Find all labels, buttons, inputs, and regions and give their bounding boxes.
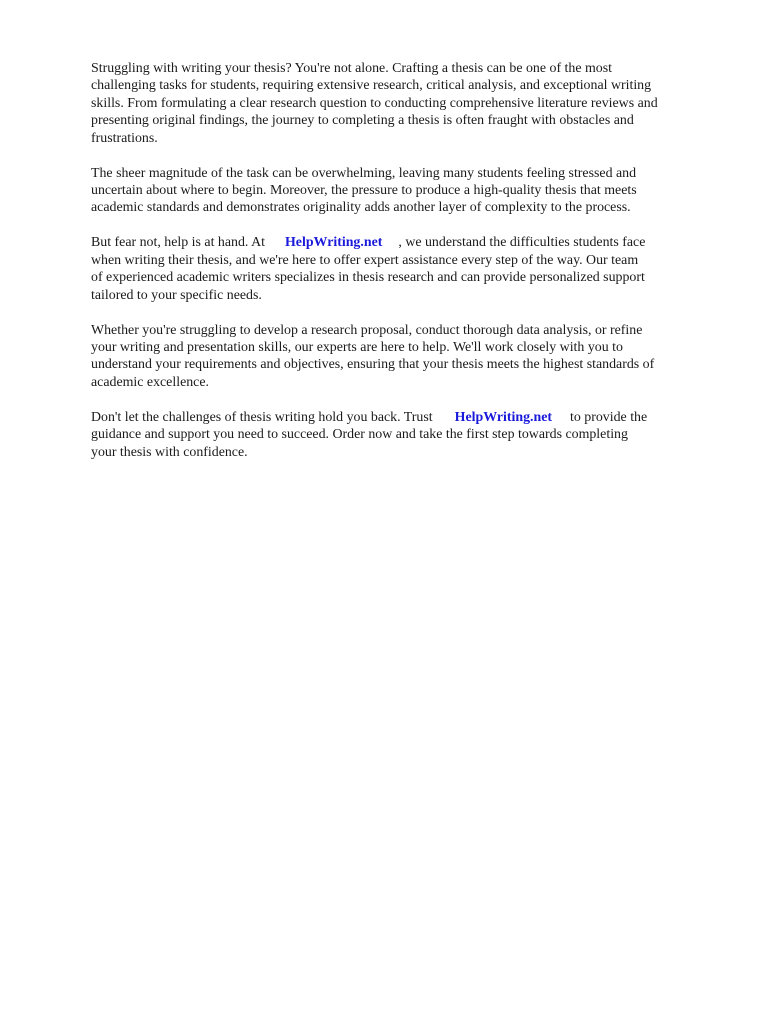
text-segment: , we understand the difficulties students face	[398, 235, 646, 251]
text-line: academic excellence.	[91, 374, 209, 390]
text-line: academic standards and demonstrates originality adds another layer of complexity to the process.	[91, 200, 631, 216]
text-segment: But fear not, help is at hand. At	[91, 235, 265, 251]
text-line: frustrations.	[91, 130, 158, 146]
text-line: your thesis with confidence.	[91, 444, 248, 460]
text-line: understand your requirements and objectives, ensuring that your thesis meets the highest standards of	[91, 357, 655, 373]
text-line: skills. From formulating a clear research question to conducting comprehensive literature reviews and	[91, 95, 658, 111]
paragraph-whether	[91, 322, 731, 392]
text-segment: Don't let the challenges of thesis writing hold you back. Trust	[91, 409, 433, 425]
paragraph-trust	[91, 409, 731, 461]
paragraph-magnitude	[91, 165, 731, 217]
text-segment: to provide the	[570, 409, 648, 425]
text-line: challenging tasks for students, requiring extensive research, critical analysis, and exceptional writing	[91, 78, 652, 94]
text-line: Whether you're struggling to develop a research proposal, conduct thorough data analysis, or refine	[91, 322, 643, 338]
text-line-with-link	[91, 234, 731, 251]
document-body	[91, 60, 731, 479]
text-line: The sheer magnitude of the task can be overwhelming, leaving many students feeling stressed and	[91, 165, 637, 181]
paragraph-help	[91, 234, 731, 304]
text-line: guidance and support you need to succeed. Order now and take the first step towards completing	[91, 427, 628, 443]
text-line: of experienced academic writers specializes in thesis research and can provide personalized support	[91, 270, 645, 286]
text-line: your writing and presentation skills, our experts are here to help. We'll work closely with you to	[91, 340, 623, 356]
text-line: tailored to your specific needs.	[91, 287, 262, 303]
helpwriting-link[interactable]: HelpWriting.net	[454, 409, 553, 425]
helpwriting-link[interactable]: HelpWriting.net	[285, 235, 383, 251]
text-line: Struggling with writing your thesis? You're not alone. Crafting a thesis can be one of the most	[91, 61, 613, 76]
paragraph-intro	[91, 60, 731, 147]
text-line: uncertain about where to begin. Moreover, the pressure to produce a high-quality thesis that meets	[91, 183, 637, 199]
text-line-with-link	[91, 409, 731, 426]
text-line: presenting original findings, the journey to completing a thesis is often fraught with obstacles and	[91, 113, 634, 129]
text-line: when writing their thesis, and we're here to offer expert assistance every step of the way. Our team	[91, 252, 639, 268]
